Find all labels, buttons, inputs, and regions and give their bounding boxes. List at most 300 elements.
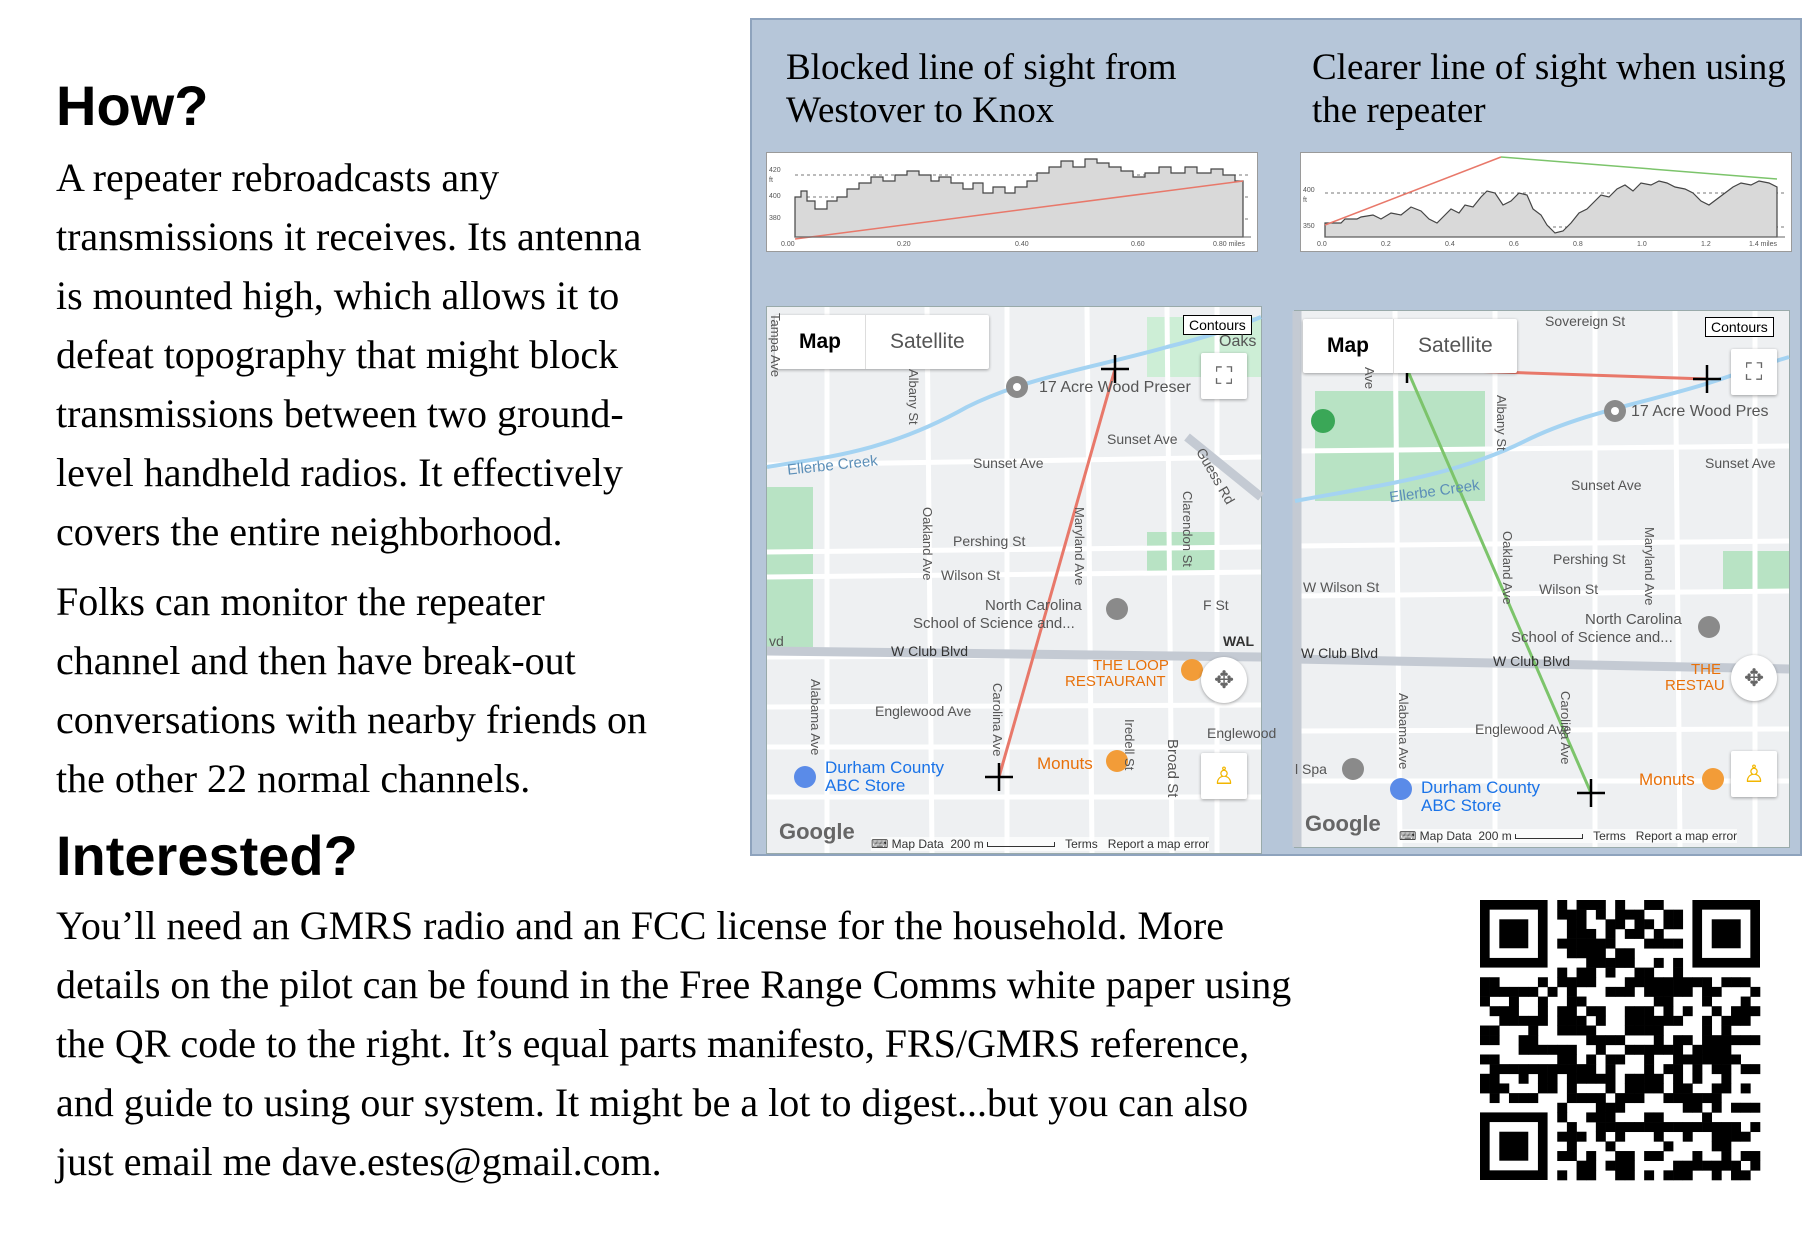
qr-module [1721, 1026, 1731, 1036]
qr-code-svg [1480, 900, 1760, 1180]
map-label: Albany St [1494, 395, 1509, 451]
qr-module [1606, 1035, 1616, 1045]
caption-line: Westover to Knox [786, 90, 1055, 131]
map-label: Broad St [1164, 739, 1181, 798]
qr-module [1644, 1054, 1654, 1064]
qr-module [1519, 1016, 1529, 1026]
qr-module [1712, 1122, 1722, 1132]
qr-module [1586, 1054, 1596, 1064]
qr-module [1673, 1045, 1683, 1055]
qr-module [1586, 900, 1596, 910]
qr-module [1712, 1045, 1722, 1055]
qr-module [1499, 1016, 1509, 1026]
qr-module [1721, 1151, 1731, 1161]
qr-module [1596, 910, 1606, 920]
qr-module [1586, 1093, 1596, 1103]
text-line: transmissions between two ground- [56, 391, 624, 436]
qr-module [1644, 919, 1654, 929]
map-data-link[interactable]: Map Data [891, 837, 944, 851]
pegman-icon[interactable]: ♙ [1201, 753, 1247, 799]
qr-module [1615, 919, 1625, 929]
repeater-down-sightline [1501, 157, 1777, 179]
qr-module [1663, 997, 1673, 1007]
qr-module [1702, 1112, 1712, 1122]
qr-module [1683, 1093, 1693, 1103]
qr-module [1750, 1103, 1760, 1113]
tab-satellite[interactable]: Satellite [890, 330, 965, 353]
qr-module [1654, 1045, 1664, 1055]
qr-module [1596, 1074, 1606, 1084]
tab-satellite[interactable]: Satellite [1418, 334, 1493, 357]
qr-module [1712, 1132, 1722, 1142]
qr-module [1683, 1103, 1693, 1113]
qr-module [1596, 958, 1606, 968]
qr-module [1499, 1064, 1509, 1074]
qr-module [1519, 1035, 1529, 1045]
qr-module [1480, 1026, 1490, 1036]
qr-module [1663, 939, 1673, 949]
qr-module [1577, 968, 1587, 978]
qr-module [1480, 977, 1490, 987]
qr-module [1606, 1103, 1616, 1113]
qr-module [1712, 1035, 1722, 1045]
qr-module [1567, 1006, 1577, 1016]
qr-module [1731, 1161, 1741, 1171]
x-tick: 0.4 [1445, 241, 1455, 248]
qr-module [1586, 1006, 1596, 1016]
map-label: Monuts [1639, 770, 1695, 789]
qr-module [1644, 1016, 1654, 1026]
qr-module [1490, 1035, 1500, 1045]
qr-module [1557, 1006, 1567, 1016]
qr-module [1615, 1103, 1625, 1113]
scale-bar-icon [1515, 834, 1583, 839]
text-line: You’ll need an GMRS radio and an FCC license for the household. More [56, 903, 1225, 948]
scale-label: 200 m [1478, 829, 1512, 843]
qr-module [1692, 977, 1702, 987]
figure-panel [750, 18, 1802, 856]
qr-module [1634, 1093, 1644, 1103]
qr-module [1750, 987, 1760, 997]
qr-module [1519, 987, 1529, 997]
qr-module [1654, 1132, 1664, 1142]
qr-module [1586, 1035, 1596, 1045]
map-label: Durham County [1421, 778, 1541, 797]
qr-module [1702, 997, 1712, 1007]
qr-module [1538, 977, 1548, 987]
qr-module [1634, 1045, 1644, 1055]
qr-module [1644, 1122, 1654, 1132]
qr-module [1750, 1064, 1760, 1074]
map-label: Maryland Ave [1642, 527, 1657, 606]
qr-module [1702, 987, 1712, 997]
qr-module [1673, 910, 1683, 920]
left-caption [786, 46, 1177, 132]
map-label: l Spa [1295, 761, 1327, 777]
map-label: Clarendon St [1180, 491, 1195, 567]
qr-module [1615, 1122, 1625, 1132]
map-label: Alabama Ave [808, 679, 823, 756]
qr-module [1683, 1083, 1693, 1093]
qr-module [1721, 1074, 1731, 1084]
scale-bar-icon [987, 842, 1055, 847]
contours-toggle[interactable]: Contours [1183, 315, 1252, 335]
qr-module [1692, 1054, 1702, 1064]
pegman-icon[interactable]: ♙ [1731, 751, 1777, 797]
report-link[interactable]: Report a map error [1107, 837, 1210, 851]
qr-module [1490, 1006, 1500, 1016]
qr-module [1490, 1074, 1500, 1084]
qr-module [1721, 1054, 1731, 1064]
right-caption [1312, 46, 1786, 132]
qr-module [1644, 1083, 1654, 1093]
map-label: W Club Blvd [891, 643, 969, 659]
y-tick: 380 [769, 215, 781, 222]
qr-module [1721, 1016, 1731, 1026]
qr-module [1596, 900, 1606, 910]
qr-module [1548, 987, 1558, 997]
qr-module [1702, 1054, 1712, 1064]
map-label: Sunset Ave [1107, 431, 1178, 447]
qr-module [1625, 1083, 1635, 1093]
map-label: 17 Acre Wood Preser [1039, 379, 1191, 396]
qr-module [1519, 1093, 1529, 1103]
qr-module [1577, 1026, 1587, 1036]
qr-module [1644, 1006, 1654, 1016]
tab-map[interactable]: Map [1303, 319, 1394, 373]
qr-module [1586, 929, 1596, 939]
y-tick: 420 [769, 167, 781, 174]
qr-module [1663, 910, 1673, 920]
qr-module [1625, 1151, 1635, 1161]
qr-module [1606, 1141, 1616, 1151]
map-label: Sunset Ave [1705, 455, 1776, 471]
qr-module [1644, 968, 1654, 978]
qr-module [1567, 948, 1577, 958]
keyboard-icon[interactable]: ⌨ [871, 837, 889, 851]
qr-module [1634, 968, 1644, 978]
qr-module [1567, 1141, 1577, 1151]
qr-module [1673, 968, 1683, 978]
qr-module [1567, 1064, 1577, 1074]
qr-module [1548, 1064, 1558, 1074]
qr-module [1606, 1122, 1616, 1132]
qr-module [1654, 900, 1664, 910]
qr-module [1490, 1093, 1500, 1103]
qr-module [1731, 1170, 1741, 1180]
qr-module [1557, 1132, 1567, 1142]
qr-module [1615, 987, 1625, 997]
qr-module [1557, 1045, 1567, 1055]
qr-module [1644, 939, 1654, 949]
map-label: Englewood [1207, 725, 1277, 741]
left-map[interactable] [766, 306, 1277, 854]
qr-module [1702, 1122, 1712, 1132]
qr-module [1499, 1083, 1509, 1093]
pan-control-icon[interactable]: ✥ [1201, 657, 1247, 703]
qr-module [1663, 1141, 1673, 1151]
qr-module [1721, 1045, 1731, 1055]
y-tick: 350 [1303, 223, 1315, 230]
text-line: the QR code to the right. It’s equal parts manifesto, FRS/GMRS reference, [56, 1021, 1250, 1066]
map-label: Carolina Ave [1558, 691, 1573, 765]
qr-module [1625, 977, 1635, 987]
text-line: defeat topography that might block [56, 332, 619, 377]
qr-module [1625, 1122, 1635, 1132]
terms-link[interactable]: Terms [1065, 837, 1098, 851]
qr-module [1654, 1035, 1664, 1045]
qr-module [1577, 1093, 1587, 1103]
map-label: Pershing St [953, 533, 1026, 549]
map-label: Pershing St [1553, 551, 1626, 567]
qr-module [1596, 1035, 1606, 1045]
qr-module [1548, 1045, 1558, 1055]
qr-module [1654, 1074, 1664, 1084]
how-paragraph-2 [56, 572, 746, 808]
qr-module [1586, 939, 1596, 949]
fullscreen-icon[interactable]: ⛶ [1201, 353, 1247, 399]
qr-module [1606, 958, 1616, 968]
qr-module [1673, 1016, 1683, 1026]
qr-module [1567, 1132, 1577, 1142]
qr-module [1692, 1064, 1702, 1074]
qr-module [1615, 1093, 1625, 1103]
map-label: ABC Store [1421, 796, 1502, 815]
map-label: North Carolina [985, 597, 1082, 614]
qr-module [1625, 1161, 1635, 1171]
map-data-link[interactable]: Map Data [1419, 829, 1472, 843]
map-label: 17 Acre Wood Pres [1631, 403, 1769, 420]
qr-module [1673, 1170, 1683, 1180]
qr-module [1644, 1170, 1654, 1180]
map-label: School of Science and... [1511, 629, 1673, 646]
qr-module [1712, 1083, 1722, 1093]
text-line: conversations with nearby friends on [56, 697, 647, 742]
qr-module [1499, 987, 1509, 997]
qr-module [1606, 1161, 1616, 1171]
qr-module [1750, 1161, 1760, 1171]
qr-module [1557, 977, 1567, 987]
qr-module [1567, 1045, 1577, 1055]
qr-module [1625, 948, 1635, 958]
qr-module [1538, 1006, 1548, 1016]
qr-module [1596, 1006, 1606, 1016]
terms-link[interactable]: Terms [1593, 829, 1626, 843]
qr-module [1634, 977, 1644, 987]
map-footer [871, 837, 1209, 851]
tab-map[interactable]: Map [775, 315, 866, 369]
qr-module [1567, 977, 1577, 987]
qr-module [1567, 1093, 1577, 1103]
qr-module [1634, 1083, 1644, 1093]
contours-toggle[interactable]: Contours [1705, 317, 1774, 337]
y-unit: ft [1303, 197, 1307, 204]
qr-module [1557, 910, 1567, 920]
qr-module [1538, 1016, 1548, 1026]
qr-module [1692, 1093, 1702, 1103]
x-tick: 0.80 miles [1213, 241, 1245, 248]
qr-module [1596, 1122, 1606, 1132]
right-map[interactable] [1294, 310, 1790, 848]
qr-module [1712, 1141, 1722, 1151]
qr-module [1721, 977, 1731, 987]
qr-module [1577, 1016, 1587, 1026]
left-elevation-profile [766, 152, 1258, 252]
text-line: channel and then have break-out [56, 638, 576, 683]
qr-module [1606, 1064, 1616, 1074]
qr-module [1557, 968, 1567, 978]
qr-module [1741, 1132, 1751, 1142]
qr-module [1654, 1151, 1664, 1161]
qr-module [1741, 1151, 1751, 1161]
map-label: Wilson St [1539, 581, 1599, 597]
x-tick: 1.2 [1701, 241, 1711, 248]
qr-module [1519, 1064, 1529, 1074]
qr-module [1538, 1083, 1548, 1093]
qr-module [1673, 1161, 1683, 1171]
map-label: Iredell St [1122, 719, 1137, 771]
map-footer [1399, 829, 1737, 843]
keyboard-icon[interactable]: ⌨ [1399, 829, 1417, 843]
qr-module [1663, 1064, 1673, 1074]
qr-module [1499, 1006, 1509, 1016]
qr-module [1712, 1054, 1722, 1064]
qr-module [1625, 958, 1635, 968]
map-label: THE LOOP [1093, 657, 1169, 674]
qr-module [1683, 1035, 1693, 1045]
map-label: Sunset Ave [973, 455, 1044, 471]
y-tick: 400 [1303, 187, 1315, 194]
report-link[interactable]: Report a map error [1635, 829, 1738, 843]
pan-control-icon[interactable]: ✥ [1731, 655, 1777, 701]
qr-module [1731, 1054, 1741, 1064]
qr-module [1509, 1006, 1519, 1016]
qr-module [1596, 939, 1606, 949]
qr-module [1683, 1054, 1693, 1064]
map-label: Ellerbe Creek [786, 452, 879, 479]
qr-module [1663, 1170, 1673, 1180]
qr-module [1615, 1161, 1625, 1171]
qr-module [1557, 1103, 1567, 1113]
qr-module [1731, 977, 1741, 987]
qr-module [1567, 1083, 1577, 1093]
qr-module [1663, 1122, 1673, 1132]
qr-module [1567, 910, 1577, 920]
qr-module [1702, 1161, 1712, 1171]
scale-label: 200 m [950, 837, 984, 851]
qr-module [1721, 1161, 1731, 1171]
qr-module [1692, 1103, 1702, 1113]
map-label: Ellerbe Creek [1388, 476, 1481, 507]
qr-module [1577, 1170, 1587, 1180]
qr-module [1490, 1064, 1500, 1074]
map-label: F St [1203, 597, 1229, 613]
qr-module [1673, 1093, 1683, 1103]
qr-module [1538, 1064, 1548, 1074]
qr-module [1596, 948, 1606, 958]
qr-module [1741, 977, 1751, 987]
qr-module [1509, 987, 1519, 997]
qr-module [1606, 929, 1616, 939]
qr-module [1606, 987, 1616, 997]
qr-module [1586, 1170, 1596, 1180]
text-line: A repeater rebroadcasts any [56, 155, 500, 200]
fullscreen-icon[interactable]: ⛶ [1731, 349, 1777, 395]
qr-module [1490, 1026, 1500, 1036]
qr-module [1663, 1045, 1673, 1055]
qr-module [1586, 977, 1596, 987]
qr-module [1712, 1064, 1722, 1074]
map-label: Oakland Ave [1500, 531, 1515, 605]
qr-module [1577, 910, 1587, 920]
qr-module [1606, 1112, 1616, 1122]
qr-module [1654, 977, 1664, 987]
qr-module [1606, 919, 1616, 929]
qr-module [1683, 1161, 1693, 1171]
qr-module [1577, 1064, 1587, 1074]
qr-module [1673, 919, 1683, 929]
text-line: and guide to using our system. It might be a lot to digest...but you can also [56, 1080, 1249, 1125]
right-map-type-tabs [1303, 319, 1517, 373]
qr-module [1490, 977, 1500, 987]
qr-module [1557, 1016, 1567, 1026]
map-label: W Wilson St [1303, 579, 1380, 595]
qr-module [1634, 1006, 1644, 1016]
qr-module [1625, 1006, 1635, 1016]
map-label: Carolina Ave [990, 683, 1005, 757]
qr-module [1673, 958, 1683, 968]
x-tick: 0.60 [1131, 241, 1145, 248]
qr-module [1663, 1016, 1673, 1026]
qr-module [1702, 1016, 1712, 1026]
qr-module [1577, 939, 1587, 949]
qr-module [1586, 1151, 1596, 1161]
qr-module [1731, 1122, 1741, 1132]
qr-module [1615, 1170, 1625, 1180]
map-label: Maryland Ave [1072, 507, 1087, 586]
x-tick: 0.0 [1317, 241, 1327, 248]
qr-module [1577, 900, 1587, 910]
qr-module [1480, 1054, 1490, 1064]
map-label: Albany St [906, 369, 921, 425]
qr-module [1615, 1132, 1625, 1142]
qr-module [1654, 958, 1664, 968]
qr-module [1741, 1170, 1751, 1180]
qr-module [1625, 929, 1635, 939]
qr-code[interactable] [1480, 900, 1760, 1180]
qr-module [1596, 1103, 1606, 1113]
left-profile-svg [767, 153, 1257, 251]
qr-module [1731, 1016, 1741, 1026]
qr-module [1538, 997, 1548, 1007]
qr-module [1557, 1151, 1567, 1161]
qr-module [1528, 1035, 1538, 1045]
qr-module [1490, 987, 1500, 997]
qr-module [1654, 1112, 1664, 1122]
qr-module [1644, 1064, 1654, 1074]
qr-module [1596, 1112, 1606, 1122]
qr-module [1577, 919, 1587, 929]
qr-module [1712, 1170, 1722, 1180]
qr-module [1692, 1161, 1702, 1171]
qr-module [1663, 1006, 1673, 1016]
text-line: Folks can monitor the repeater [56, 579, 545, 624]
qr-finder-pattern [1712, 919, 1741, 948]
qr-module [1528, 1026, 1538, 1036]
qr-module [1615, 1054, 1625, 1064]
x-tick: 0.40 [1015, 241, 1029, 248]
qr-module [1663, 919, 1673, 929]
